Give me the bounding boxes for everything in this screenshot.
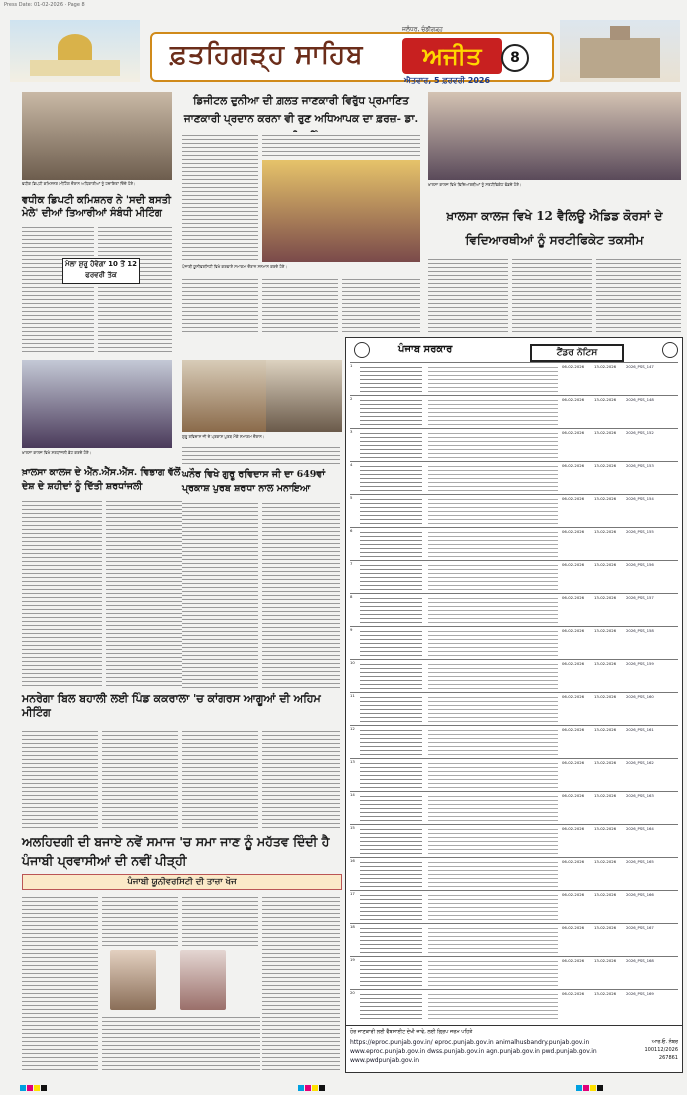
tender-header — [350, 341, 678, 359]
article-body — [22, 224, 94, 354]
article-body — [182, 728, 258, 828]
article-body — [22, 894, 98, 1070]
start-date: 06-02-2026 — [562, 958, 585, 963]
work-name — [360, 562, 422, 591]
headline-digital-world: ਡਿਜੀਟਲ ਦੁਨੀਆ ਦੀ ਗ਼ਲਤ ਜਾਣਕਾਰੀ ਵਿਰੁੱਧ ਪ੍ਰਮਾਣਿਤ ਜਾਣਕਾਰੀ ਪ੍ਰਦਾਨ ਕਰਨਾ ਵੀ ਰੁਣ ਅਧਿਆਪਕ ਦਾ ਫ਼ਰਜ਼- ਡਾ. — [183, 95, 419, 125]
end-date: 13-02-2026 — [594, 595, 617, 600]
tender-id: 2026_PSS_162 — [626, 760, 654, 765]
end-date: 13-02-2026 — [594, 793, 617, 798]
article-body — [182, 276, 258, 334]
photo-caption: ਖ਼ਾਲਸਾ ਕਾਲਜ ਵਿਖੇ ਸ਼ਰਧਾਂਜਲੀ ਭੇਟ ਕਰਦੇ ਹੋਏ। — [22, 450, 92, 455]
row-number: 15 — [350, 825, 355, 830]
tender-notice — [345, 337, 683, 1027]
row-number: 8 — [350, 594, 353, 599]
tribute-photo — [22, 360, 172, 448]
tender-id: 2026_PSS_169 — [626, 991, 654, 996]
article-body — [182, 894, 258, 948]
article-body — [182, 500, 258, 688]
work-details — [428, 628, 558, 657]
article-body — [22, 498, 102, 688]
work-name — [360, 463, 422, 492]
photo-caption: ਪੰਜਾਬੀ ਯੂਨੀਵਰਸਿਟੀ ਵਿਖੇ ਕਰਵਾਏ ਸਮਾਗਮ ਦੌਰਾਨ ਸਨਮਾਨ ਕਰਦੇ ਹੋਏ। — [182, 264, 288, 269]
work-name — [360, 496, 422, 525]
tender-row — [350, 989, 678, 1023]
row-number: 19 — [350, 957, 355, 962]
tender-row — [350, 362, 678, 396]
page-number: 8 — [501, 44, 529, 72]
start-date: 06-02-2026 — [562, 397, 585, 402]
work-details — [428, 925, 558, 954]
start-date: 06-02-2026 — [562, 661, 585, 666]
article-body — [182, 132, 258, 262]
article-body — [428, 256, 508, 334]
tender-id: 2026_PSS_167 — [626, 925, 654, 930]
prakash-purb-photo-2 — [266, 360, 342, 432]
certificate-photo — [428, 92, 681, 180]
start-date: 06-02-2026 — [562, 694, 585, 699]
start-date: 06-02-2026 — [562, 826, 585, 831]
tender-row — [350, 428, 678, 462]
tender-row — [350, 659, 678, 693]
headline-manrega-meeting: ਮਨਰੇਗਾ ਬਿਲ ਬਹਾਲੀ ਲਈ ਪਿੰਡ ਕਕਰਾਲਾ 'ਚ ਕਾਂਗਰਸ ਆਗੂਆਂ ਦੀ ਅਹਿਮ ਮੀਟਿੰਗ — [22, 692, 321, 719]
row-number: 9 — [350, 627, 353, 632]
tender-id: 2026_PSS_159 — [626, 661, 654, 666]
work-details — [428, 364, 558, 393]
article-body — [262, 894, 340, 1070]
end-date: 13-02-2026 — [594, 760, 617, 765]
govt-emblem-icon — [354, 342, 370, 358]
start-date: 06-02-2026 — [562, 595, 585, 600]
tender-id: 2026_PSS_153 — [626, 463, 654, 468]
end-date: 13-02-2026 — [594, 496, 617, 501]
tender-row — [350, 560, 678, 594]
tender-row — [350, 593, 678, 627]
tender-row — [350, 395, 678, 429]
photo-caption: ਗੁਰੂ ਰਵਿਦਾਸ ਜੀ ਦੇ ਪ੍ਰਕਾਸ਼ ਪੁਰਬ ਮੌਕੇ ਸਮਾਗਮ ਦੌਰਾਨ। — [182, 434, 265, 439]
work-details — [428, 793, 558, 822]
headline-punjabi-diaspora: ਅਲਹਿਦਗੀ ਦੀ ਬਜਾਏ ਨਵੇਂ ਸਮਾਜ 'ਚ ਸਮਾ ਜਾਣ ਨੂੰ ਮਹੱਤਵ ਦਿੰਦੀ ਹੈ ਪੰਜਾਬੀ ਪ੍ਰਵਾਸੀਆਂ ਦੀ ਨਵੀਂ ਪੀੜ੍ਹੀ — [22, 834, 330, 868]
article-body — [596, 256, 681, 334]
start-date: 06-02-2026 — [562, 760, 585, 765]
work-name — [360, 529, 422, 558]
end-date: 13-02-2026 — [594, 892, 617, 897]
tender-footer — [345, 1025, 683, 1073]
author-photo-2 — [180, 950, 226, 1010]
work-details — [428, 826, 558, 855]
ceremony-photo — [262, 160, 420, 262]
article-body — [262, 276, 338, 334]
tender-row — [350, 725, 678, 759]
photo-caption: ਖ਼ਾਲਸਾ ਕਾਲਜ ਵਿਖੇ ਵਿਦਿਆਰਥੀਆਂ ਨੂੰ ਸਰਟੀਫਿਕੇਟ ਵੰਡਦੇ ਹੋਏ। — [428, 182, 522, 187]
row-number: 18 — [350, 924, 355, 929]
article-body — [262, 500, 340, 688]
start-date: 06-02-2026 — [562, 727, 585, 732]
work-details — [428, 562, 558, 591]
govt-name: ਪੰਜਾਬ ਸਰਕਾਰ — [398, 344, 453, 355]
headline-nss-tribute: ਖ਼ਾਲਸਾ ਕਾਲਜ ਦੇ ਐੱਨ.ਐੱਸ.ਐੱਸ. ਵਿਭਾਗ ਵੱਲੋਂ ਦੇਸ਼ ਦੇ ਸ਼ਹੀਦਾਂ ਨੂੰ ਦਿੱਤੀ ਸ਼ਰਧਾਂਜਲੀ — [22, 467, 181, 492]
tender-row — [350, 890, 678, 924]
tender-id: 2026_PSS_148 — [626, 397, 654, 402]
tender-row — [350, 857, 678, 891]
newspaper-logo: ਅਜੀਤ — [402, 38, 502, 74]
row-number: 3 — [350, 429, 353, 434]
work-details — [428, 661, 558, 690]
work-name — [360, 958, 422, 987]
golden-temple-image — [10, 20, 140, 82]
tender-id: 2026_PSS_163 — [626, 793, 654, 798]
row-number: 1 — [350, 363, 353, 368]
tender-id: 2026_PSS_147 — [626, 364, 654, 369]
headline-khalsa-college-courses: ਖ਼ਾਲਸਾ ਕਾਲਜ ਵਿਖੇ 12 ਵੈਲਿਊ ਐਡਿਡ ਕੋਰਸਾਂ ਦੇ ਵਿਦਿਆਰਥੀਆਂ ਨੂੰ ਸਰਟੀਫਿਕੇਟ ਤਕਸੀਮ — [446, 209, 663, 247]
work-name — [360, 793, 422, 822]
heritage-building-image — [560, 20, 680, 82]
end-date: 13-02-2026 — [594, 628, 617, 633]
end-date: 13-02-2026 — [594, 826, 617, 831]
row-number: 13 — [350, 759, 355, 764]
tender-id: 2026_PSS_168 — [626, 958, 654, 963]
end-date: 13-02-2026 — [594, 958, 617, 963]
tender-row — [350, 692, 678, 726]
row-number: 20 — [350, 990, 355, 995]
work-name — [360, 661, 422, 690]
start-date: 06-02-2026 — [562, 892, 585, 897]
work-details — [428, 430, 558, 459]
tender-id: 2026_PSS_152 — [626, 430, 654, 435]
start-date: 06-02-2026 — [562, 529, 585, 534]
row-number: 6 — [350, 528, 353, 533]
tender-row — [350, 824, 678, 858]
article-body — [98, 224, 172, 354]
tender-row — [350, 527, 678, 561]
article-body — [102, 1014, 260, 1070]
work-name — [360, 694, 422, 723]
tender-row — [350, 791, 678, 825]
tender-row — [350, 923, 678, 957]
edition-date: ਐਤਵਾਰ, 5 ਫ਼ਰਵਰੀ 2026 — [404, 76, 491, 85]
author-photo-1 — [110, 950, 156, 1010]
start-date: 06-02-2026 — [562, 628, 585, 633]
end-date: 13-02-2026 — [594, 694, 617, 699]
work-name — [360, 397, 422, 426]
release-order-number: ਆਰ.ਓ. ਨੰਬਰ 100112/2026 267861 — [644, 1039, 678, 1061]
work-details — [428, 892, 558, 921]
work-details — [428, 397, 558, 426]
start-date: 06-02-2026 — [562, 925, 585, 930]
work-name — [360, 892, 422, 921]
row-number: 17 — [350, 891, 355, 896]
article-body — [342, 276, 420, 334]
work-name — [360, 760, 422, 789]
row-number: 7 — [350, 561, 353, 566]
tender-row — [350, 494, 678, 528]
row-number: 4 — [350, 462, 353, 467]
work-name — [360, 727, 422, 756]
row-number: 2 — [350, 396, 353, 401]
tender-id: 2026_PSS_156 — [626, 562, 654, 567]
footer-links[interactable]: https://eproc.punjab.gov.in/ eproc.punjab.gov.in animalhusbandry.punjab.gov.in www.eproc.punjab.gov.in dwss.punjab.gov.in agn.punjab.gov.in pwd.punjab.gov.in www.pwdpunjab.gov.in — [350, 1039, 597, 1064]
headline-adc-meeting: ਵਧੀਕ ਡਿਪਟੀ ਕਮਿਸ਼ਨਰ ਨੇ 'ਸਦੀ ਬਸਤੀ ਮੇਲੇ' ਦੀਆਂ ਤਿਆਰੀਆਂ ਸੰਬੰਧੀ ਮੀਟਿੰਗ — [22, 195, 172, 219]
start-date: 06-02-2026 — [562, 364, 585, 369]
tender-id: 2026_PSS_161 — [626, 727, 654, 732]
work-details — [428, 958, 558, 987]
work-details — [428, 529, 558, 558]
article-body — [102, 894, 178, 948]
start-date: 06-02-2026 — [562, 859, 585, 864]
tender-title: ਟੈਂਡਰ ਨੋਟਿਸ — [530, 344, 624, 362]
work-details — [428, 595, 558, 624]
footer-note: ਹੋਰ ਜਾਣਕਾਰੀ ਲਈ ਵੈੱਬਸਾਈਟ ਦੇਖੀ ਜਾਵੇ, ਲਈ ਗ੍ਰਿਪ ਜਰਮ ਪਹਿਤੇ — [350, 1029, 473, 1035]
work-name — [360, 430, 422, 459]
edition-city: ਜਲੰਧਰ, ਚੰਡੀਗੜ੍ਹ — [402, 26, 443, 33]
article-body — [512, 256, 592, 334]
work-name — [360, 826, 422, 855]
tender-row — [350, 461, 678, 495]
work-details — [428, 694, 558, 723]
tender-id: 2026_PSS_165 — [626, 859, 654, 864]
end-date: 13-02-2026 — [594, 463, 617, 468]
work-details — [428, 760, 558, 789]
row-number: 11 — [350, 693, 355, 698]
end-date: 13-02-2026 — [594, 529, 617, 534]
row-number: 12 — [350, 726, 355, 731]
work-details — [428, 463, 558, 492]
row-number: 16 — [350, 858, 355, 863]
start-date: 06-02-2026 — [562, 991, 585, 996]
tender-id: 2026_PSS_164 — [626, 826, 654, 831]
end-date: 13-02-2026 — [594, 925, 617, 930]
work-details — [428, 496, 558, 525]
start-date: 06-02-2026 — [562, 562, 585, 567]
tender-id: 2026_PSS_158 — [626, 628, 654, 633]
headline-ravidas-jayanti: ਘਨੌਰ ਵਿਖੇ ਗੁਰੂ ਰਵਿਦਾਸ ਜੀ ਦਾ 649ਵਾਂ ਪ੍ਰਕਾਸ਼ ਪੁਰਬ ਸ਼ਰਧਾ ਨਾਲ ਮਨਾਇਆ — [182, 469, 326, 494]
article-body — [22, 728, 98, 828]
work-name — [360, 859, 422, 888]
tender-row — [350, 758, 678, 792]
tender-id: 2026_PSS_154 — [626, 496, 654, 501]
end-date: 13-02-2026 — [594, 364, 617, 369]
article-body — [262, 132, 420, 158]
tender-row — [350, 956, 678, 990]
article-body — [102, 728, 178, 828]
end-date: 13-02-2026 — [594, 859, 617, 864]
work-name — [360, 925, 422, 954]
end-date: 13-02-2026 — [594, 991, 617, 996]
row-number: 10 — [350, 660, 355, 665]
print-info-line: Press Date: 01-02-2026 · Page 8 — [4, 2, 85, 8]
start-date: 06-02-2026 — [562, 430, 585, 435]
photo-caption: ਵਧੀਕ ਡਿਪਟੀ ਕਮਿਸ਼ਨਰ ਮੀਟਿੰਗ ਦੌਰਾਨ ਅਧਿਕਾਰੀਆਂ ਨੂੰ ਹਦਾਇਤਾਂ ਦਿੰਦੇ ਹੋਏ। — [22, 181, 136, 186]
tender-id: 2026_PSS_166 — [626, 892, 654, 897]
tender-id: 2026_PSS_155 — [626, 529, 654, 534]
masthead-banner — [150, 26, 554, 85]
end-date: 13-02-2026 — [594, 661, 617, 666]
masthead — [0, 10, 687, 86]
work-name — [360, 364, 422, 393]
work-name — [360, 628, 422, 657]
color-registration-bar — [20, 1076, 680, 1084]
row-number: 5 — [350, 495, 353, 500]
article-body — [182, 444, 340, 466]
article-body — [262, 728, 340, 828]
start-date: 06-02-2026 — [562, 463, 585, 468]
end-date: 13-02-2026 — [594, 727, 617, 732]
research-strip: ਪੰਜਾਬੀ ਯੂਨੀਵਰਸਿਟੀ ਦੀ ਤਾਜ਼ਾ ਖੋਜ — [22, 874, 342, 890]
work-details — [428, 859, 558, 888]
section-title: ਫ਼ਤਹਿਗੜ੍ਹ ਸਾਹਿਬ — [170, 40, 364, 70]
department-emblem-icon — [662, 342, 678, 358]
work-details — [428, 991, 558, 1020]
end-date: 13-02-2026 — [594, 397, 617, 402]
start-date: 06-02-2026 — [562, 793, 585, 798]
work-details — [428, 727, 558, 756]
tender-row — [350, 626, 678, 660]
end-date: 13-02-2026 — [594, 430, 617, 435]
end-date: 13-02-2026 — [594, 562, 617, 567]
tender-id: 2026_PSS_157 — [626, 595, 654, 600]
start-date: 06-02-2026 — [562, 496, 585, 501]
highlight-box: ਮੇਲਾ ਸ਼ੁਰੂ ਹੋਵੇਗਾ 10 ਤੋਂ 12 ਫਰਵਰੀ ਤੱਕ — [62, 258, 140, 284]
row-number: 14 — [350, 792, 355, 797]
work-name — [360, 991, 422, 1020]
tender-id: 2026_PSS_160 — [626, 694, 654, 699]
article-body — [106, 498, 182, 688]
work-name — [360, 595, 422, 624]
meeting-photo — [22, 92, 172, 180]
